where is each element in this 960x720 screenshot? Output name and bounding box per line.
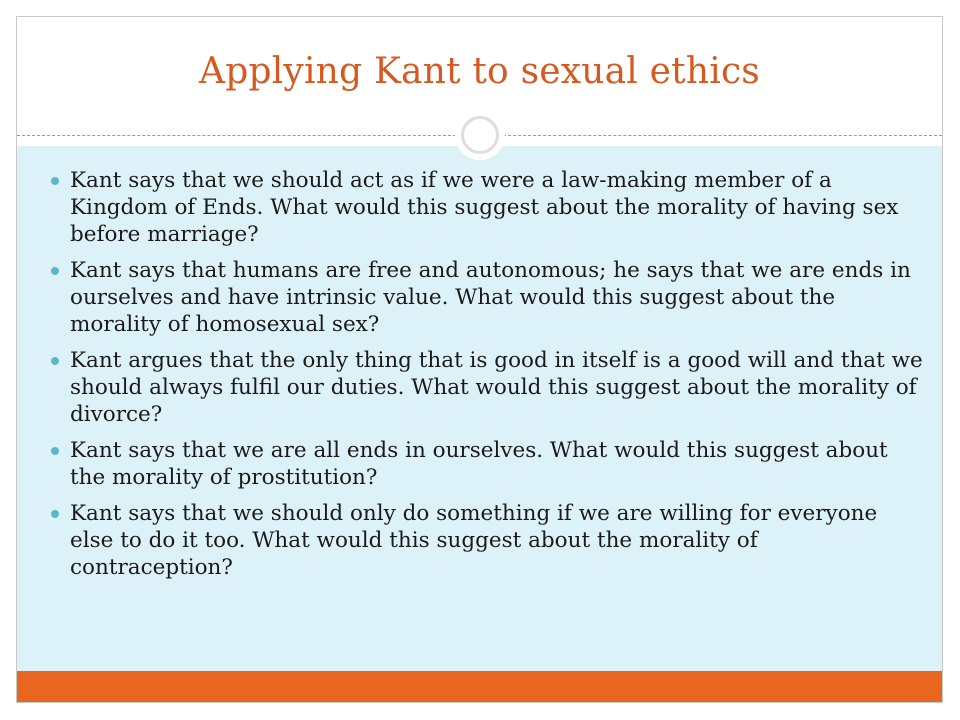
bullet-dot-icon [51,447,59,455]
bullet-dot-icon [51,357,59,365]
bullet-item [47,167,927,248]
bullet-item [47,257,927,338]
bullet-text: Kant says that we should only do something if we are willing for everyone else to do it too. What would this suggest about the morality of contraception? [70,501,878,580]
bullet-text: Kant says that we are all ends in ourselves. What would this suggest about the morality of prostitution? [70,438,888,490]
slide-frame [16,16,943,703]
bullet-item [47,437,927,491]
bullet-dot-icon [51,177,59,185]
bullet-dot-icon [51,267,59,275]
bullet-item [47,347,927,428]
bullet-item [47,500,927,581]
bottom-accent-bar [17,671,942,702]
decorative-ring-icon [461,116,499,154]
bullet-text: Kant says that we should act as if we were a law-making member of a Kingdom of Ends. What would this suggest about the morality of having sex before marriage? [70,168,899,247]
bullet-list [47,167,927,590]
decorative-circle-icon [455,110,505,160]
bullet-dot-icon [51,510,59,518]
bullet-text: Kant says that humans are free and autonomous; he says that we are ends in ourselves and have intrinsic value. What would this suggest about the morality of homosexual sex? [70,258,911,337]
bullet-text: Kant argues that the only thing that is good in itself is a good will and that we should always fulfil our duties. What would this suggest about the morality of divorce? [70,348,923,427]
slide-title: Applying Kant to sexual ethics [199,51,760,92]
